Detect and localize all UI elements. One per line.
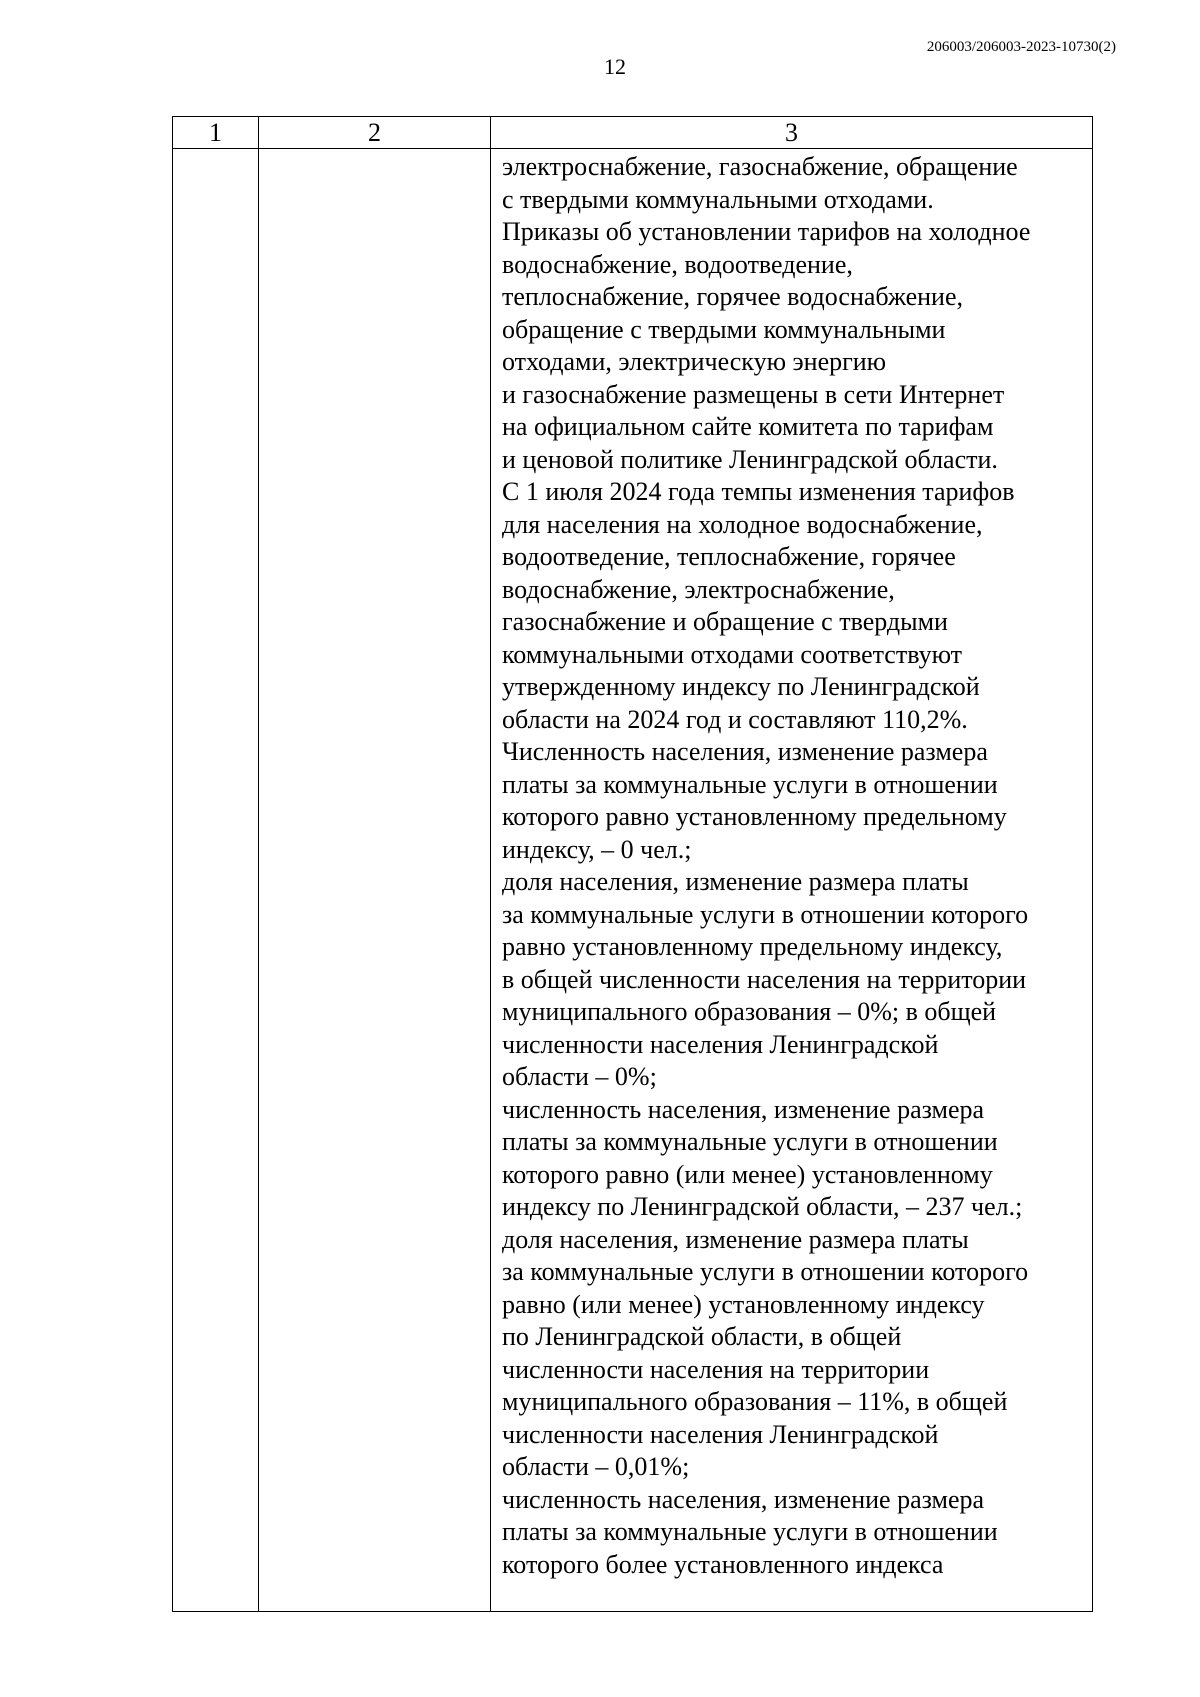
text-line: за коммунальные услуги в отношении которого bbox=[502, 1257, 1029, 1286]
text-line: численности населения Ленинградской bbox=[502, 1029, 939, 1059]
text-line: области – 0%; bbox=[502, 1062, 657, 1091]
text-line: по Ленинградской области, в общей bbox=[502, 1322, 902, 1351]
column-header-2: 2 bbox=[259, 117, 491, 149]
document-table bbox=[172, 116, 1093, 1612]
text-line: коммунальными отходами соответствуют bbox=[502, 639, 963, 669]
page-number: 12 bbox=[604, 54, 626, 79]
text-line: которого равно установленному предельному bbox=[502, 802, 1007, 831]
text-line: муниципального образования – 0%; в общей bbox=[502, 997, 997, 1026]
text-line: водоотведение, теплоснабжение, горячее bbox=[502, 542, 956, 571]
column-header-1: 1 bbox=[173, 117, 259, 149]
text-line: для населения на холодное водоснабжение, bbox=[502, 509, 983, 539]
text-line: и ценовой политике Ленинградской области. bbox=[502, 444, 998, 474]
text-line: равно установленному предельному индексу, bbox=[502, 932, 1003, 961]
text-line: равно (или менее) установленному индексу bbox=[502, 1289, 985, 1319]
text-line: Приказы об установлении тарифов на холодное bbox=[502, 217, 1031, 246]
text-line: электроснабжение, газоснабжение, обращение bbox=[502, 152, 1018, 181]
text-line: которого равно (или менее) установленному bbox=[502, 1159, 993, 1189]
text-line: газоснабжение и обращение с твердыми bbox=[502, 607, 948, 636]
cell-col-2 bbox=[259, 149, 491, 1612]
text-line: доля населения, изменение размера платы bbox=[502, 867, 969, 896]
text-line: которого более установленного индекса bbox=[502, 1549, 944, 1579]
column-header-3: 3 bbox=[491, 117, 1093, 149]
column-3-text-block bbox=[491, 149, 1092, 1581]
text-line: с твердыми коммунальными отходами. bbox=[502, 184, 934, 214]
text-line: в общей численности населения на территории bbox=[502, 964, 1027, 994]
cell-col-3 bbox=[491, 149, 1093, 1612]
text-line: платы за коммунальные услуги в отношении bbox=[502, 769, 998, 799]
text-line: водоснабжение, электроснабжение, bbox=[502, 574, 895, 604]
text-line: индексу, – 0 чел.; bbox=[502, 834, 692, 864]
text-line: численности населения на территории bbox=[502, 1354, 930, 1384]
text-line: и газоснабжение размещены в сети Интернет bbox=[502, 379, 1005, 409]
text-line: теплоснабжение, горячее водоснабжение, bbox=[502, 282, 964, 311]
text-line: численность населения, изменение размера bbox=[502, 1094, 985, 1124]
text-line: муниципального образования – 11%, в общей bbox=[502, 1387, 1008, 1416]
text-line: доля населения, изменение размера платы bbox=[502, 1224, 969, 1254]
cell-col-1 bbox=[173, 149, 259, 1612]
table-row bbox=[173, 149, 1093, 1612]
text-line: С 1 июля 2024 года темпы изменения тарифов bbox=[502, 477, 1015, 506]
text-line: области на 2024 год и составляют 110,2%. bbox=[502, 704, 968, 734]
text-line: утвержденному индексу по Ленинградской bbox=[502, 672, 980, 701]
text-line: платы за коммунальные услуги в отношении bbox=[502, 1517, 998, 1546]
text-line: численности населения Ленинградской bbox=[502, 1419, 939, 1449]
text-line: отходами, электрическую энергию bbox=[502, 347, 887, 376]
text-line: обращение с твердыми коммунальными bbox=[502, 314, 946, 344]
text-line: Численность населения, изменение размера bbox=[502, 737, 988, 766]
text-line: за коммунальные услуги в отношении которого bbox=[502, 899, 1029, 929]
table-header-row bbox=[173, 117, 1093, 149]
text-line: численность населения, изменение размера bbox=[502, 1484, 985, 1514]
text-line: области – 0,01%; bbox=[502, 1452, 690, 1481]
text-line: на официальном сайте комитета по тарифам bbox=[502, 412, 994, 441]
text-line: водоснабжение, водоотведение, bbox=[502, 249, 853, 279]
text-line: платы за коммунальные услуги в отношении bbox=[502, 1127, 998, 1156]
text-line: индексу по Ленинградской области, – 237 чел.; bbox=[502, 1192, 1023, 1221]
document-id: 206003/206003-2023-10730(2) bbox=[926, 39, 1116, 55]
